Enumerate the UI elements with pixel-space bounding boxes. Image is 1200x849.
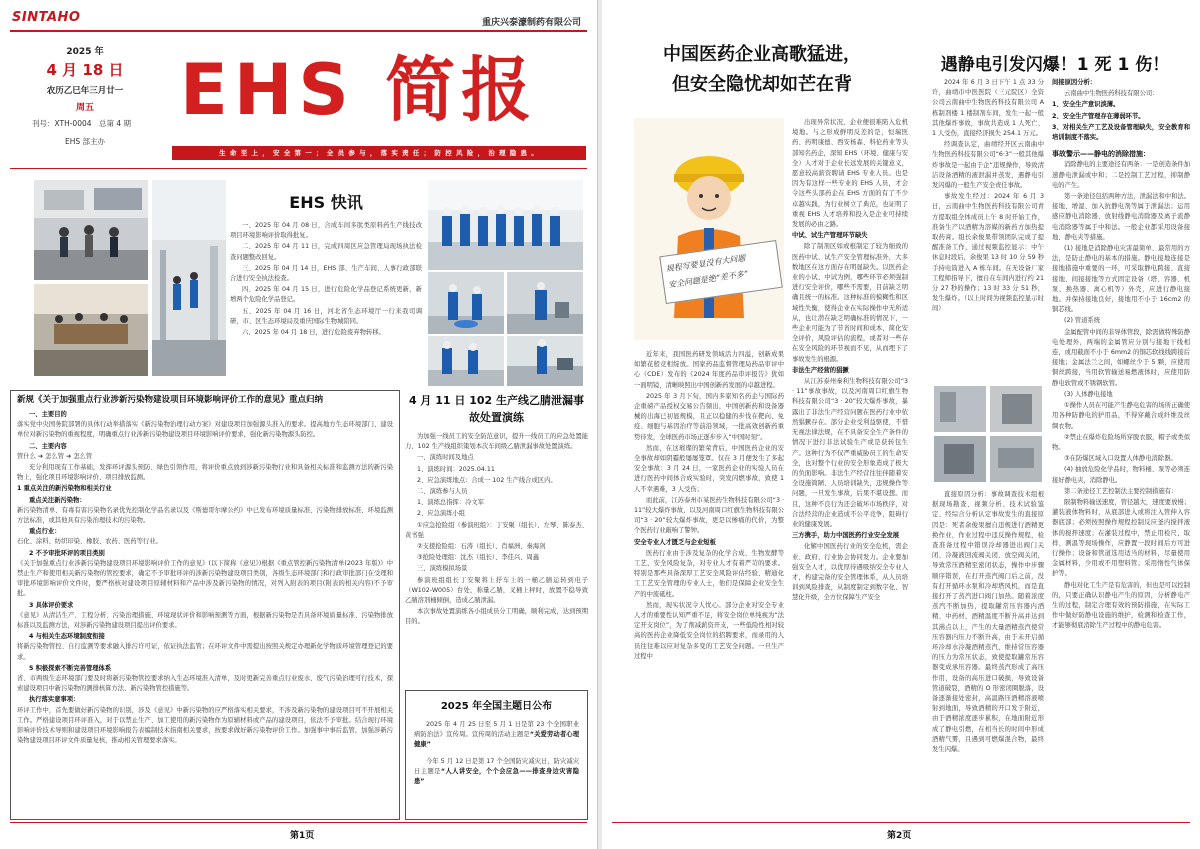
article1-paragraph: 从江苏泰州秦利生物科技有限公司“3 · 11”事故事故，以及河南周口红旗生物科技有限公司“3 · 20”较大爆炸事故，暴露出了非法生产经营问题在医药行业中依然猖獗存在。部分企业受利益驱使，不惜无视法律法规，在不具备安全生产条件的情况下进行非法试验生产或是获转包生产。这种行为不仅严重威胁员工的生命安全，也对整个行业的安全形象造成了极大的负面影响。非法生产经营往往伴随着安全设施简陋、人员培训缺失，违规操作等问题，一旦发生事故，后果不堪设想。而且，这种不良行为还会破坏市场秩序，对合法经营的企业造成不公平竞争，阻碍行业的健康发展。 [792, 378, 908, 528]
drill-paragraph: ①应急抢险组（参演班组）：丁安聚（组长）、左琴、陈泰杰、黄书强 [405, 521, 588, 539]
company-name: 重庆兴泰濠制药有限公司 [481, 18, 581, 28]
article1-paragraph: 除了制剂区如或根制定了较为细致的医药中试、试生产安全管理标准外，大多数地区在这方面存在明显缺失。以医药企业的小试、中试为例，哪些环节必须强制进行安全评价，哪些不需要，目前缺乏明确且统一的标准。这种标准的模糊性和区域性失衡，使得企业在实际操作中无所适从，也让潜在缺乏明确标准的情况下，一些企业可能为了节省时间和成本，简化安全评价，风险评估的流程，或者对一些存在安全风险的环节视而不见，从而埋下了事故发生的根源。 [792, 243, 908, 363]
warning-subtitle: 事故警示——静电的消除措施： [1052, 150, 1150, 159]
article1-paragraph: 三方携手，助力中国医药行业安全发展 [792, 532, 900, 540]
article1-paragraph: 近年来，我国医药研发领域活力四溢，创新成果如繁花般竞相绽放。国家药品监督管理局药品审评中心（CDE）发布的《2024 年度药品审评报告》犹如一面明镜，清晰映照出中国创新药发展的卓越进程。 [634, 351, 784, 389]
company-logo: SINTAHO [12, 10, 81, 25]
header-separator [10, 168, 587, 169]
lunar-date: 农历乙巳年三月廿一 [46, 86, 124, 96]
policy-block: 二、主要内容 管什么 ➔ 怎么管 ➔ 怎么管 [17, 442, 93, 460]
drill-paragraph: 本次事故处置演练各小组成员分工明确，顺利完成，达到预期目的。 [405, 608, 588, 626]
warning-paragraph: 金属配管中间的非导体管段，除需做特殊防静电处理外，两端的金属管应分别与接地干线相连，或用截面不小于 6mm2 的铜芯软线线跨接后接地；金属法兰之间，如螺丝少于 5 颗，应使用铜丝跨接，当用软管输送易燃液体时，应使用防静电软管或不锈钢软管。 [1052, 328, 1190, 387]
article1-paragraph: 化解中国医药行业的安全危机，需企业、政府、行业协会协同发力。企业要加强安全人才，以优厚待遇吸纳安全专业人才，构建完备的安全管理体系，从人员培训到风险排查，从制度制定到数字化、智慧化升级，全方位保障生产安全 [792, 543, 908, 602]
page-number: 第2页 [887, 831, 912, 841]
warning-paragraph: 消除静电的主要途径有两条：一是创造条件加速静电泄漏或中和；二是控制工艺过程，抑制静电的产生。 [1052, 161, 1190, 189]
newsletter-title: EHS 简报 [180, 49, 538, 131]
news-item: 二、2025 年 04 月 11 日，完成四周区应急管理局现场执法检查问题整改回复。 [230, 243, 422, 261]
warning-paragraph: 限制物料输送速度，管径越大，速度要放慢；灌装液体物料时，从底部进入或将注入管伸入容器底部；必须按照操作规程控制反应釜内搅拌液体的搅拌速度；在灌装过程中，禁止用检尺、取样、测温等现场操作，应静置一段时间后方可进行操作；设备和管道选用适当的材料，尽量使用金属材料，少用或不用塑料管；采用惰性气体保护等。 [1052, 498, 1190, 578]
news-section [230, 180, 422, 370]
article1-paragraph: 非法生产经营的猖獗 [792, 366, 849, 374]
article1-paragraph: 医药行业由于涉及复杂的化学合成、生物发酵等工艺，安全风险复杂，对专业人才有着严苛的要求。特别是那些具备深厚工艺安全风险评估经验、精通化工工艺安全管理的专业人士，他们是保障企业安全生产的中流砥柱。 [634, 549, 784, 598]
cause-item: 云南曲中生物医药科技有限公司： [1064, 90, 1159, 98]
article2-col-2 [1052, 78, 1190, 820]
article2-paragraph: 事故发生经过：2024 年 6 月 3 日，云南曲中生物医药科技有限公司青方提取组全体成员上午 8 时开始工作，准备生产以酒精为溶媒的新药方加热提取药膏。组长余俊果带领团队完成了提醒准备工作，通过视频监控显示：中午休息时段后，余俊果 13 时 10 分 59 秒手持电筒进入 A 栋车间。在无设备厂家工程师指导下，擅自在车间内进行约 21 分 27 秒的操作；13 时 33 分 51 秒，发生爆炸。（以上时间为视频监控显示时间） [932, 193, 1044, 313]
article1-col-mid [792, 118, 908, 820]
policy-block: 2 不予审批环评的项目类别 《关于加强重点行业涉新污染物建设项目环境影响评价工作的意见》(以下简称《意见》)根据《重点管控新污染物清单(2023 年版)》中禁止生产和使用相关新污染物的管控要求，确定不予审批环评的涉新污染物建设项目类别，各级生态环境部门和行政审批部门在受理和审批环境影响评价文件时，要严格核对建设项目原辅材料和产品中涉及新污染物的情况，对列入附表的项目(附表的相关内容)不予审批。 [17, 549, 393, 598]
page-2 [602, 0, 1200, 849]
drill-body [405, 432, 588, 628]
theme-day-section [405, 690, 588, 820]
footer-rule [612, 822, 1190, 823]
cause-item: 1、安全生产意识淡薄。 [1052, 101, 1120, 109]
warning-paragraph: 第二条途径工艺控制法主要控制措施有： [1064, 487, 1178, 495]
warning-paragraph: (1) 接地是消除静电灾害最简单、最常用的方法，是防止静电的基本的措施。静电接地连接是接地措施中重要的一环，可采取静电跨接、直接接地、间接接地等方式固定设备（塔、容器、机泵、换热器、离心机等）外壳，应进行静电接地。并保持接地良好，接地用不小于 16cm2 的铜芯线。 [1052, 245, 1190, 314]
news-list [230, 221, 422, 338]
article1-paragraph: 然而，在这璀璨的繁荣背后，中国医药企业的安全事故却如阴霾般屡屡笼罩。仅在 3 月便发生了多起安全事故：3 月 24 日，一家医药企业的实验人员在进行医药中间体合成实验时，突发闪燃事故，致使 1 人不幸遇难，3 人受伤； [634, 444, 784, 493]
photo-accident-site [932, 384, 1044, 484]
article1-paragraph: 中试、试生产管理环节缺失 [792, 232, 868, 240]
drill-paragraph: 三、演练模拟场景 [417, 565, 468, 573]
cause-item: 3、对相关生产工艺及设备管理缺失，安全教育和培训制度不落实。 [1052, 123, 1190, 142]
policy-block: 重点行业： 石化、涂料、纺织印染、橡胶、农药、医药等行业。 [17, 528, 162, 546]
drill-paragraph: 为加强一线员工的安全防范意识，提升一线员工的应急处置能力，102 生产线组织策划本次车间级乙腈泄漏事故处置演练。 [405, 433, 588, 451]
photo-plant-tour [152, 180, 226, 376]
policy-block: 执行落实意事项： 环评工作中，首先要做好新污染物的识别，涉及《意见》中新污染物的应严格落实相关要求，不涉及新污染物的建设项目可不开展相关工作。严格建设项目环评准入，对于以禁止生产、加工使用的新污染物作为原辅材料或产品的建设项目，依法不予审批。结合现行环境影响评价技术导则和建设项目环境影响报告表编制技术指南相关要求，按要求做好新污染物评价工作。加强事中事后监管，加强涉新污染物建设项目环评文件质量复核，推动相关管理要求落实。 [17, 696, 393, 745]
article2-paragraph: 经调查认定，曲靖经开区云南曲中生物医药科技有限公司“6·3”一般其他爆炸事故是一起由于企“违规操作，导致清洁设备酒精的液泄漏并蒸发，遇静电引发闪爆的一般生产安全责任事故。 [932, 141, 1044, 190]
policy-body [17, 410, 393, 747]
news-item: 一、2025 年 04 月 08 日，合成车间多肽类原料药生产线技改项目环境影响评价取得批复。 [230, 222, 422, 240]
theme-day-para-1: 2025 年 4 月 25 日至 5 月 1 日是第 23 个全国职业病防治法》宣传周。宣传周的活动主题是“关爱劳动者心理健康” [414, 721, 580, 749]
policy-block: 5 积极探索不断完善管理体系 省、市两级生态环境部门要及时将新污染物管控要求纳入生态环境准入清单，及时更新完善重点行业废水、废气污染治理可行技术，探索建设项目中新污染物的测排核算方法、新污染物管控措施等。 [17, 664, 393, 693]
warning-paragraph: ①操作人员在可能产生静电危害的场所正确使用各种防静电的护用品，不得穿戴合成纤维及丝绸衣物。 [1052, 402, 1190, 430]
news-item: 三、2025 年 04 月 14 日，EHS 部、生产车间、人事行政部联合进行安全执法检查。 [230, 264, 422, 283]
drill-paragraph: 参演班组组长丁安聚将上抒车上的一桶乙腈运转到电子（W102-W005）台处，称量乙腈，叉桶上秤时，放置不稳导致乙腈溶剂桶倾倒，造成乙腈泄漏。 [405, 576, 588, 605]
issue-number: 刊号：XTH-0004 总第 4 期 [32, 119, 132, 128]
news-item: 五、2025 年 04 月 16 日，河北省生态环境厅一行来我司调研，市、区生态环境局及重庆国际生物城陪同。 [230, 307, 422, 325]
footer-rule [10, 822, 587, 823]
article1-paragraph: 而此前，江苏泰州市某医药生物科技有限公司“3 · 11”较大爆炸事故，以及河南周口红旗生物科技有限公司“3 · 20”较大爆炸事故，更是以惨痛的代价，为整个医药行业敲响了警钟。 [634, 496, 784, 535]
photo-drill-4 [428, 336, 504, 386]
article1-paragraph: 然而，现实状况令人忧心。部分企业对安全专业人才的重要性认知严重不足，将安全岗位单纯视为“法定开支岗位”，为了削减薪资开支，一些低险性相对较高的医药企业降低安全岗位的招聘要求，而录用的人员往往难以应对复杂多变的工艺安全问题。一旦生产过程中 [634, 601, 784, 660]
date-block [30, 44, 140, 113]
issue-year: 2025 年 [66, 47, 104, 57]
policy-section [10, 390, 400, 820]
article1-title: 中国医药企业高歌猛进， 但安全隐忧却如芒在背 [663, 44, 861, 95]
slogan-banner: 生 命 至 上 ， 安 全 第 一 ； 全 员 参 与 ， 落 实 责 任 ； 防 控 风 险 ， 治 理 隐 患 。 [172, 146, 586, 160]
drill-paragraph: 2、应急演练地点：合成一 102 生产线合成区内。 [417, 476, 557, 484]
theme-day-para-2: 今年 5 月 12 日是第 17 个全国防灾减灾日，防灾减灾日主题是“人人讲安全，个个会应急——排查身边灾害隐患” [414, 757, 580, 786]
department: EHS 部主办 [65, 137, 106, 146]
photo-drill-1 [428, 180, 583, 270]
handwritten-sign: 规程写要显没有大问题 安全问题是绝“差不多” [659, 240, 783, 304]
drill-paragraph: 1、演练总指挥：冷文军 [417, 499, 484, 507]
drill-paragraph: ②支援抢险组：石涛（组长）、肖福洲、秦海剑 [417, 543, 546, 551]
issue-date: 4 月 18 日 [46, 61, 124, 79]
drill-paragraph: 2、应急演练小组 [417, 510, 466, 518]
drill-paragraph: 1、演练时间：2025.04.11 [417, 465, 495, 473]
news-item: 四、2025 年 04 月 15 日，进行危险化学品登记系统更新，新增两个危险化学品登记。 [230, 286, 422, 304]
drill-paragraph: 二、演练参与人员 [417, 488, 468, 496]
news-title: EHS 快讯 [289, 193, 363, 212]
article1-paragraph: 安全专业人才匮乏与企业短板 [634, 538, 716, 546]
policy-block: 4 与相关生态环境制度衔接 将新污染物管控、自行监测等要求融入排污许可证，依证执法监管；在环评文件中需提出按照关规定办理新化学物质环境管理登记的要求。 [17, 633, 393, 661]
photo-drill-3 [507, 272, 583, 334]
policy-title: 新规《关于加强重点行业涉新污染物建设项目环境影响评价工作的意见》重点归纳 [17, 395, 324, 405]
page-1 [0, 0, 598, 849]
article2-paragraph: 2024 年 6 月 3 日下午 1 点 33 分许，曲靖市中医医院（三元院区）全资公司云南曲中生物医药科技有限公司 A 栋制剂楼 1 楼制剂车间，发生一起一般其他爆炸事故，事故共造成 1 人死亡、1 人受伤，直接经济损失 254.1 万元。 [932, 79, 1044, 138]
article2-title: 遇静电引发闪爆！1 死 1 伤！ [940, 55, 1170, 75]
drill-section [405, 392, 588, 682]
warning-paragraph: ③在防爆区域入口设置人体静电消除器。 [1064, 455, 1177, 463]
warning-paragraph: 第一条途径包括两种方法，泄漏法和中和法。接地、增湿、加入抗静电剂等属于泄漏法；运用感应静电消除器、放射线静电消除器及离子流静电消除器等属于中和法。一般企业都采用设备接地、静电夹等措施。 [1052, 193, 1190, 241]
policy-block: 重点关注新污染物： 新污染物清单、有毒有害污染物名录优先控制化学品名录以及《斯德哥尔摩公约》中已发布环境质量标准、污染物排放标准、环境监测方法标准，或其他具有污染治理技术的污染物。 [17, 496, 393, 525]
article1-col-left [634, 350, 784, 820]
photo-inspection [34, 180, 148, 280]
theme-day-title: 2025 年全国主题日公布 [440, 701, 553, 712]
cause-item: 2、安全生产管理存在薄弱环节。 [1052, 112, 1145, 120]
warning-paragraph: (3) 人体静电接地 [1064, 390, 1113, 398]
photo-meeting [34, 284, 148, 376]
illustration-safety-worker [634, 118, 784, 340]
warning-paragraph: (4) 抽放危险化学品时，物料桶、泵等必须连接好静电夹，消除静电。 [1052, 466, 1190, 484]
photo-drill-2 [428, 272, 504, 334]
drill-paragraph: 一、演练时间及地点 [417, 454, 474, 462]
photo-drill-5 [507, 336, 583, 386]
warning-paragraph: 静电对化工生产是有危害的，但也是可以控制的，只要正确认识静电产生的原因，分析静电产生的过程，制定合理有效的预防措施，在实际工作中做好防静电设施的维护，检测和检查工作，才能够彻底消除生产过程中的静电危害。 [1052, 581, 1190, 630]
policy-block: 一、主要目的 落实党中央国务院部署的具体行动举措落实《新污染物治理行动方案》对建设项目加强源头准入的要求。提高地方生态环境部门、建设单位对新污染物的重视程度，明确重点行业涉新污染物建设项目环境影响评价要求，强化新污染物源头防控。 [17, 411, 393, 439]
policy-block: 3 具体评价要求 《意见》从清洁生产、工程分析、污染治理措施、环境现状评价和影响预测等方面，根据新污染物是否具备环境质量标准、污染物排放标准以及监测方法，对涉新污染物建设项目提出评价要求。 [17, 601, 393, 630]
drill-paragraph: ③抢险处理组：沈杰（组长）、李佳兴、周鑫 [417, 554, 540, 562]
warning-paragraph: (2) 管道系统 [1064, 317, 1101, 325]
article2-col-1-cont [932, 490, 1044, 820]
article2-paragraph: 直接原因分析：事故调查技术组根据现场勘查、视频分析、技术试验鉴定、经综合分析认定事故发生的直接原因是：死者余俊果擅自违规进行酒精更换作业，作业过程中违反操作规程，检查准备过程中错误冷却器进出阀门关闭、冷凝液回流阀关闭、放空阀关闭，导致常压酒精至密闭状态，操作中步骤顺序错误，在打开蒸汽阀门后之前，没有打开循环水泵和冷却塔风机，而是直接打开了蒸汽进口阀门加热。随着浓度蒸汽不断加热，提取罐常压容器内酒精、中药材，酒精温度不断升高并达到其沸点以上，产生的大量酒精蒸汽使常压容器内压力不断升高，由于未开启循环冷却水冷凝酒精蒸汽，维持常压容器的压力为常压状态，致使提取罐常压容器变成承压容器。最终蒸汽形成了高压作用，设备的高压进口破损，导致设备管道破裂，酒精的 O 形密闭圈脱落，设备逐渐接处密封，高温路压酒精溶液喷射到地面，导致酒精的开口发于附近，由于酒精浓度逐步累积，在地面附近形成了静电引燃，在相当长的时间中形成酒精气雾，且遇到可燃爆混合物，最终发生闪爆。 [932, 491, 1044, 754]
article1-paragraph: 出现异常状况，企业便很难陷入危机境地。与之形成鲜明反差的是，恒瑞医药、药明康德、西安杨森、科伦药业等头部知名药企，深知 EHS（环境、健康与安全）人才对于企业长远发展的关键意义，愿意较高薪资聘请 EHS 专业人员。也是因为有这样一些专业的 EHS 人员，才会令这些头部药企在 EHS 方面的有了不少卓越实践，为行业树立了典范，也证明了重视 EHS 人才培养和投入是企业可持续发展的必由之路。 [792, 119, 908, 229]
page-number: 第1页 [290, 831, 315, 841]
weekday: 周五 [75, 103, 94, 113]
news-item: 六、2025 年 04 月 18 日，进行危险废弃物转移。 [242, 329, 385, 337]
policy-block: 充分利用现有工作基础，发挥环评源头预防、绿色引领作用，将评价重点放到涉新污染物行业和具备相关标准和监测方法的新污染物上，强化项目环境影响评价、项目排放监测。 [17, 464, 393, 482]
causes-title: 间接原因分析： [1052, 79, 1097, 86]
drill-title: 4 月 11 日 102 生产线乙腈泄漏事故处置演练 [408, 394, 585, 424]
header-rule [10, 30, 587, 32]
warning-paragraph: ②禁止在爆炸危险场所穿脱衣服，帽子或类似物。 [1052, 433, 1190, 451]
policy-block: 1 重点关注的新污染物和相关行业 [17, 485, 112, 493]
article1-paragraph: 2025 年 3 月下旬，国内多家知名药企与国际药企重磅产品授权交易公告频出，中国创新药和设备器械的出海已初显规模，且正以稳健的步伐在靶向、免疫、细胞与基因治疗等前沿领域，一批高效创新药重势待发，全球医药市场正逐步步入“中国时刻”。 [634, 392, 784, 441]
article2-col-1 [932, 78, 1044, 378]
